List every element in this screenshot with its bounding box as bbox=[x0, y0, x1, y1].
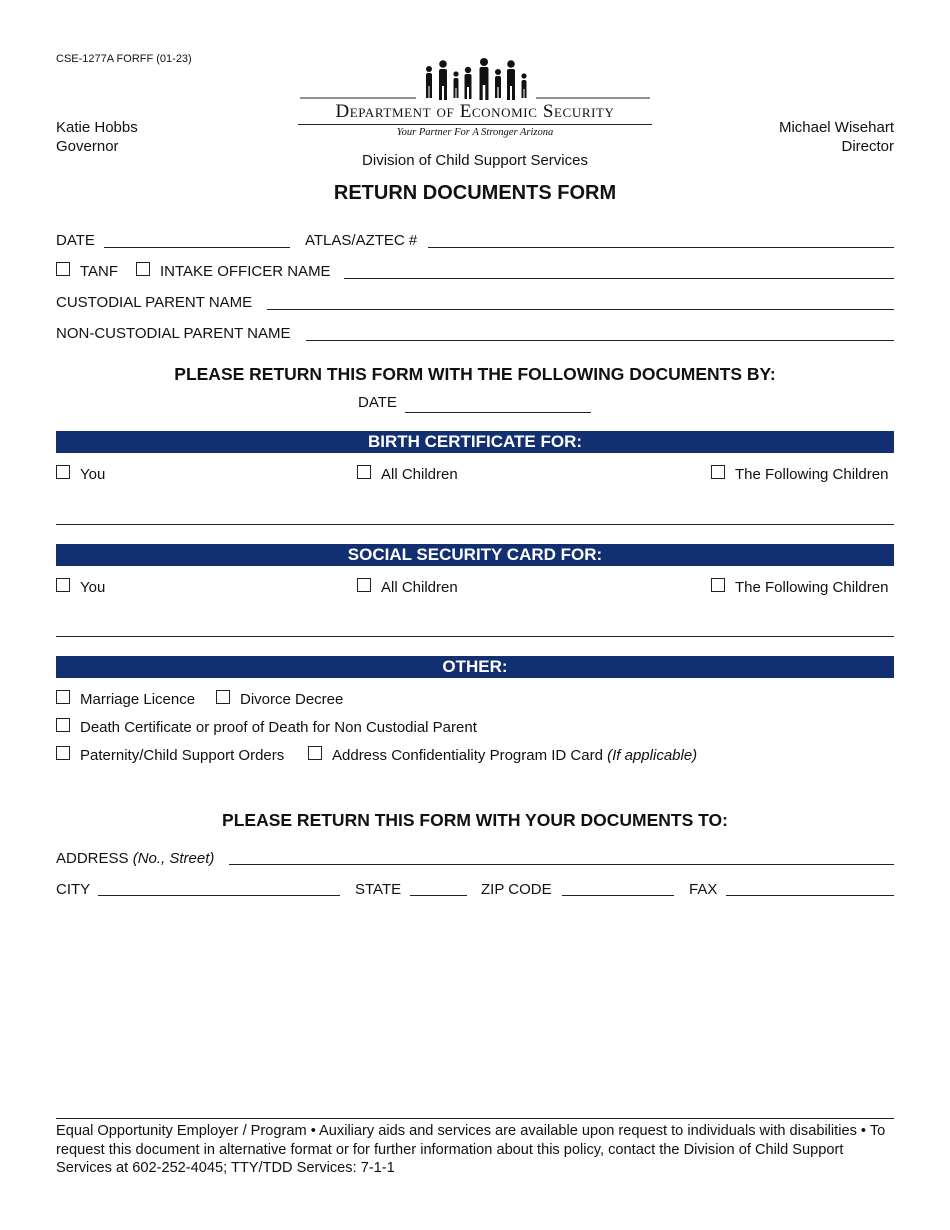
zip-label: ZIP CODE bbox=[481, 881, 552, 898]
bc-following-children-checkbox[interactable] bbox=[711, 465, 725, 479]
acp-label bbox=[332, 747, 697, 764]
logo-tagline: Your Partner For A Stronger Arizona bbox=[396, 127, 554, 138]
divorce-label: Divorce Decree bbox=[240, 691, 344, 708]
bc-you-label: You bbox=[80, 466, 106, 483]
ss-following-children-checkbox[interactable] bbox=[711, 578, 725, 592]
acp-note: (If applicable) bbox=[607, 747, 698, 764]
noncustodial-parent-field[interactable] bbox=[306, 340, 894, 341]
ss-you-label: You bbox=[80, 579, 106, 596]
date-field[interactable] bbox=[104, 247, 290, 248]
address-label bbox=[56, 850, 214, 867]
return-by-heading: PLEASE RETURN THIS FORM WITH THE FOLLOWING DOCUMENTS BY: bbox=[174, 364, 776, 384]
des-logo bbox=[298, 58, 652, 142]
division-name: Division of Child Support Services bbox=[362, 152, 588, 169]
birth-certificate-banner: BIRTH CERTIFICATE FOR: bbox=[56, 431, 894, 453]
address-field[interactable] bbox=[229, 864, 894, 865]
intake-officer-label: INTAKE OFFICER NAME bbox=[160, 263, 331, 280]
divorce-checkbox[interactable] bbox=[216, 690, 230, 704]
address-label-text: ADDRESS bbox=[56, 850, 129, 867]
date-label: DATE bbox=[56, 232, 95, 249]
return-to-heading: PLEASE RETURN THIS FORM WITH YOUR DOCUMENTS TO: bbox=[222, 810, 728, 830]
zip-field[interactable] bbox=[562, 895, 674, 896]
death-certificate-label: Death Certificate or proof of Death for Non Custodial Parent bbox=[80, 719, 477, 736]
bc-all-children-label: All Children bbox=[381, 466, 458, 483]
ss-all-children-checkbox[interactable] bbox=[357, 578, 371, 592]
state-field[interactable] bbox=[410, 895, 467, 896]
social-security-banner: SOCIAL SECURITY CARD FOR: bbox=[56, 544, 894, 566]
tanf-checkbox[interactable] bbox=[56, 262, 70, 276]
family-silhouette-icon bbox=[298, 58, 652, 102]
atlas-label: ATLAS/AZTEC # bbox=[305, 232, 418, 249]
return-by-date-field[interactable] bbox=[405, 412, 591, 413]
director-name: Michael Wisehart bbox=[778, 119, 894, 136]
custodial-parent-field[interactable] bbox=[267, 309, 894, 310]
other-banner: OTHER: bbox=[56, 656, 894, 678]
atlas-field[interactable] bbox=[428, 247, 894, 248]
address-note: (No., Street) bbox=[132, 850, 215, 867]
acp-checkbox[interactable] bbox=[308, 746, 322, 760]
intake-officer-field[interactable] bbox=[344, 278, 894, 279]
marriage-label: Marriage Licence bbox=[80, 691, 196, 708]
city-field[interactable] bbox=[98, 895, 340, 896]
ss-you-checkbox[interactable] bbox=[56, 578, 70, 592]
intake-officer-checkbox[interactable] bbox=[136, 262, 150, 276]
tanf-label: TANF bbox=[80, 263, 119, 280]
acp-label-text: Address Confidentiality Program ID Card bbox=[332, 747, 603, 764]
governor-name: Katie Hobbs bbox=[56, 119, 138, 136]
custodial-parent-label: CUSTODIAL PARENT NAME bbox=[56, 294, 253, 311]
bc-following-children-label: The Following Children bbox=[735, 466, 889, 483]
ss-children-field[interactable] bbox=[56, 636, 894, 637]
footer-divider bbox=[56, 1118, 894, 1119]
director-title: Director bbox=[841, 138, 894, 155]
ss-following-children-label: The Following Children bbox=[735, 579, 889, 596]
city-label: CITY bbox=[56, 881, 91, 898]
footer-text: Equal Opportunity Employer / Program • Auxiliary aids and services are available upon request to individuals with disabilities • To request this document in alternative format or for further information about this policy, contact the Division of Child Support Services at 602-252-4045; TTY/TDD Services: 7-1-1 bbox=[56, 1123, 886, 1176]
ss-all-children-label: All Children bbox=[381, 579, 458, 596]
bc-children-field[interactable] bbox=[56, 524, 894, 525]
paternity-checkbox[interactable] bbox=[56, 746, 70, 760]
logo-title: Department of Economic Security bbox=[335, 101, 615, 122]
bc-you-checkbox[interactable] bbox=[56, 465, 70, 479]
return-by-date-label: DATE bbox=[358, 394, 397, 411]
state-label: STATE bbox=[355, 881, 402, 898]
fax-field[interactable] bbox=[726, 895, 894, 896]
paternity-label: Paternity/Child Support Orders bbox=[80, 747, 285, 764]
governor-title: Governor bbox=[56, 138, 119, 155]
bc-all-children-checkbox[interactable] bbox=[357, 465, 371, 479]
form-code: CSE-1277A FORFF (01-23) bbox=[56, 53, 192, 65]
marriage-checkbox[interactable] bbox=[56, 690, 70, 704]
noncustodial-parent-label: NON-CUSTODIAL PARENT NAME bbox=[56, 325, 291, 342]
form-title: RETURN DOCUMENTS FORM bbox=[333, 182, 617, 204]
fax-label: FAX bbox=[689, 881, 718, 898]
death-certificate-checkbox[interactable] bbox=[56, 718, 70, 732]
